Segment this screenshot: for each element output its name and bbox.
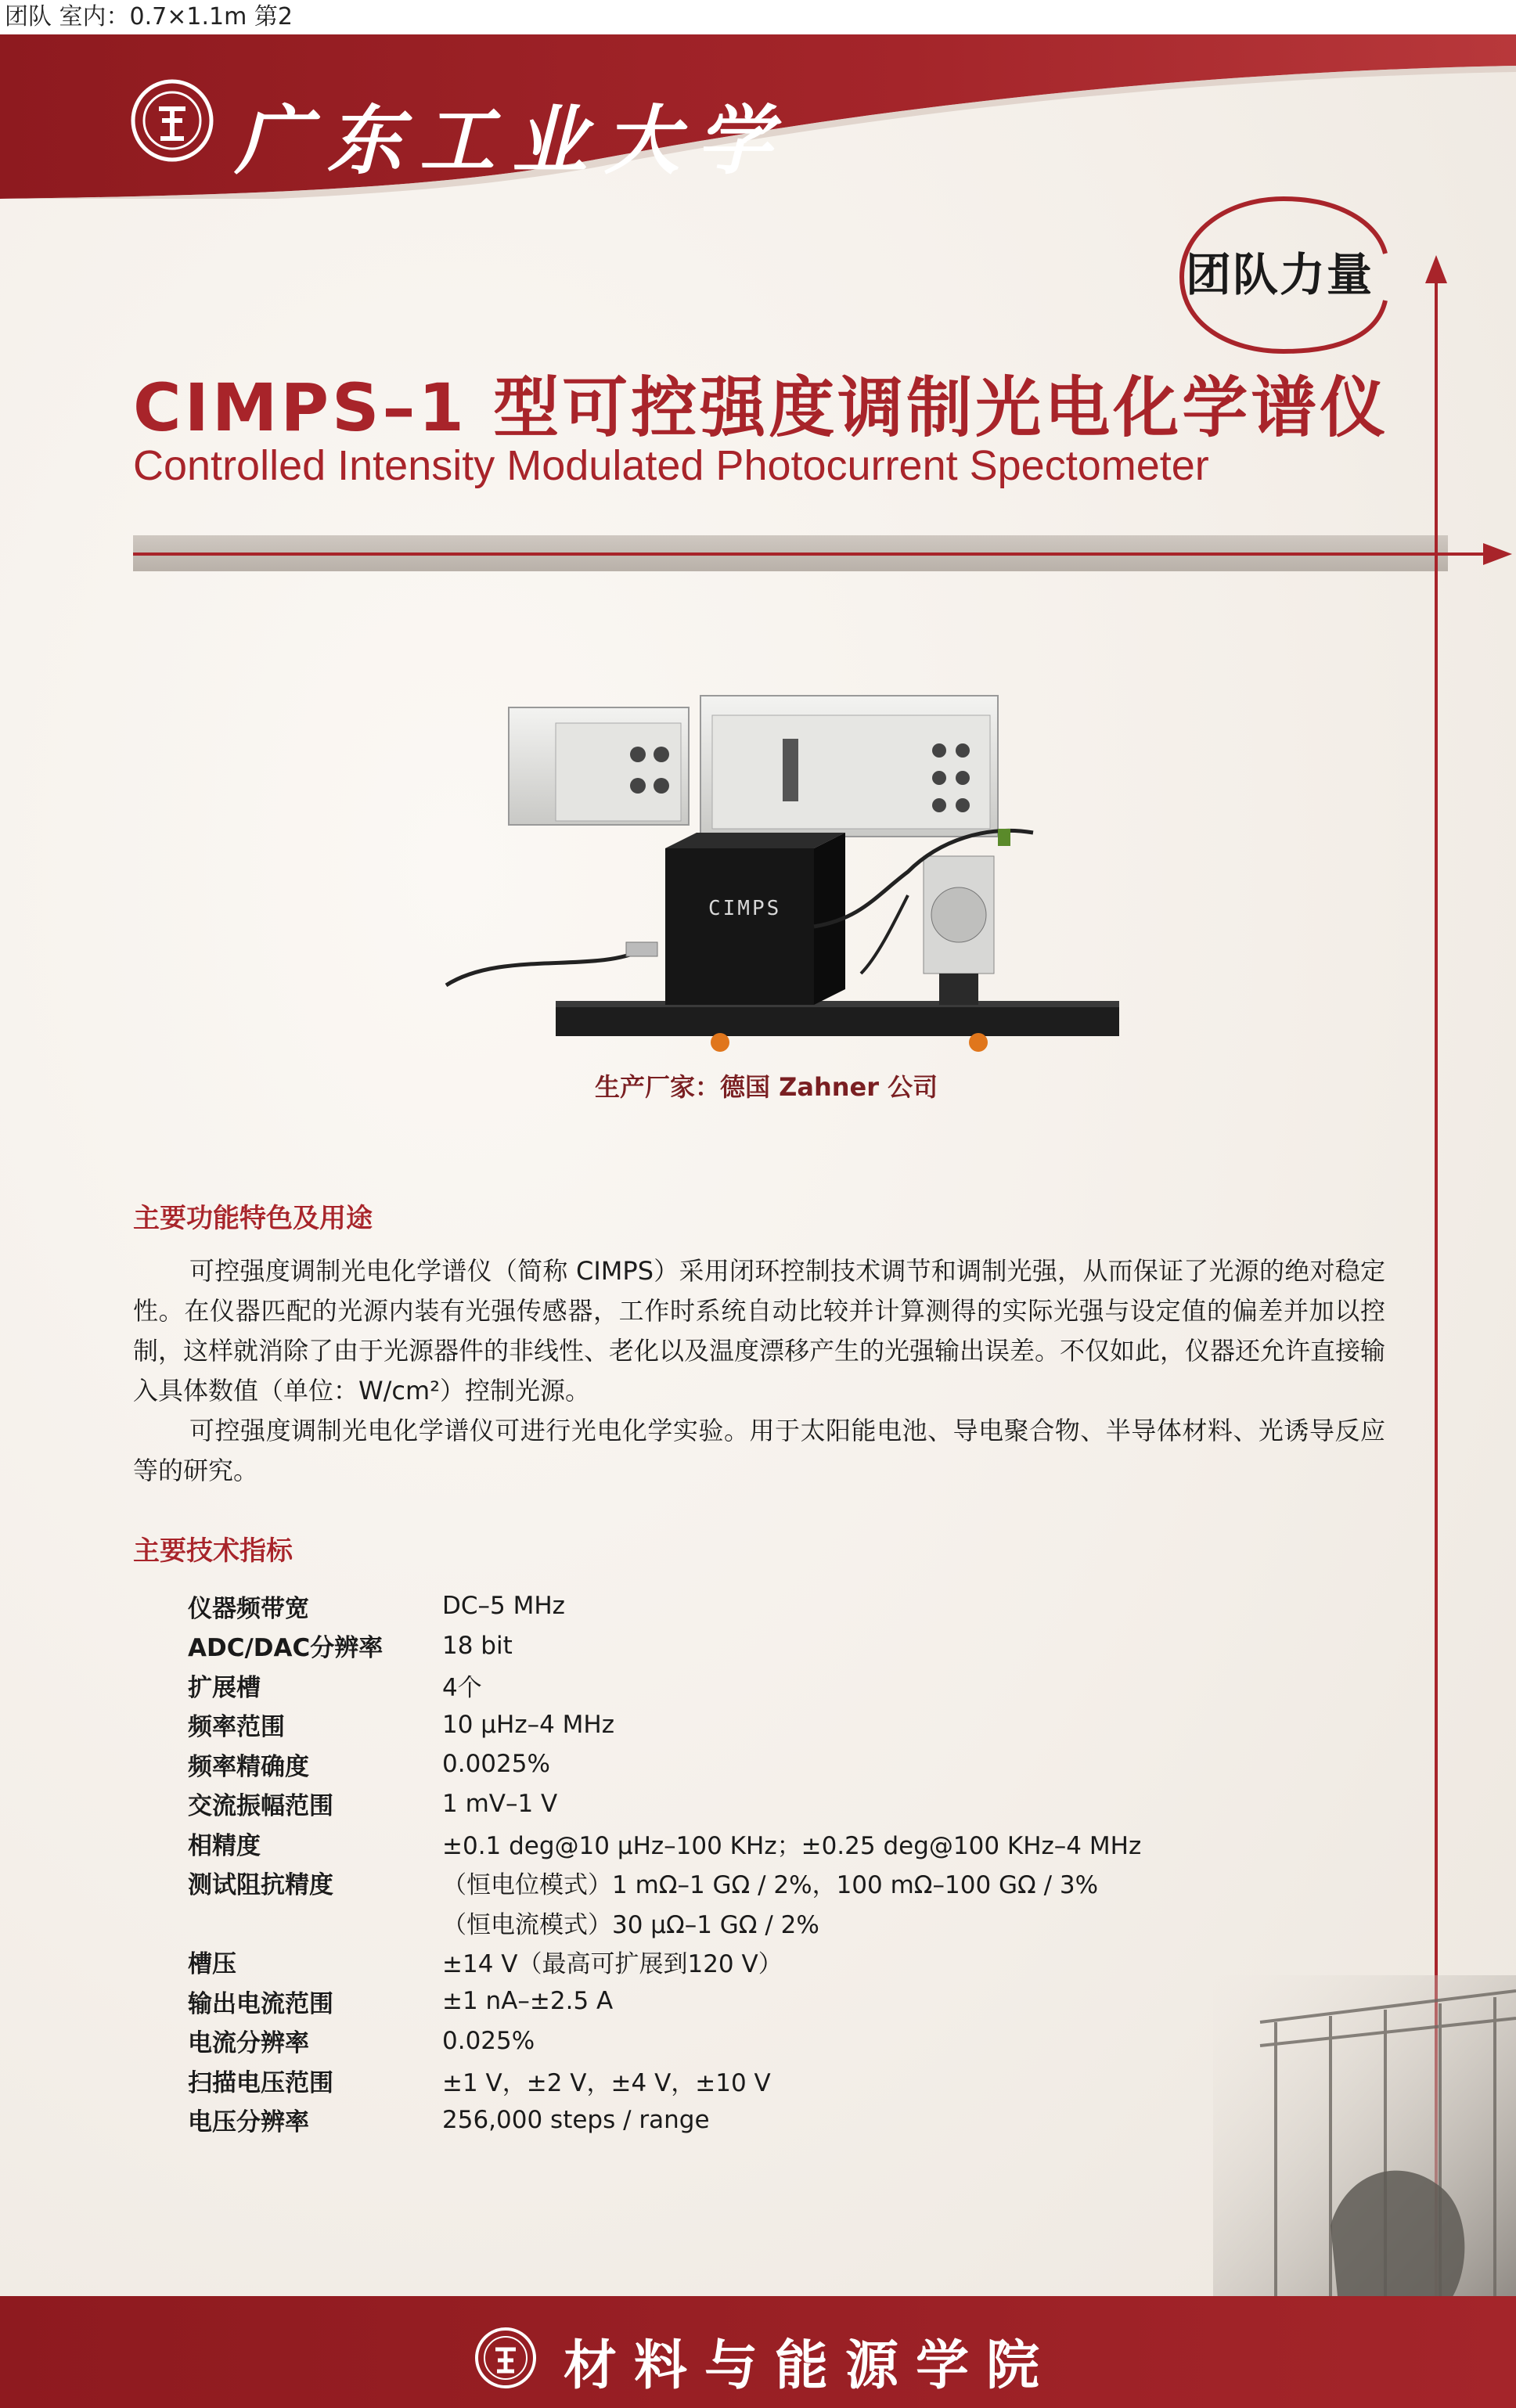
spec-row <box>188 1942 1284 1982</box>
spec-row <box>188 1665 1284 1705</box>
spec-label: 扫描电压范围 <box>188 2068 333 2097</box>
spec-row <box>188 2021 1284 2061</box>
spec-value: ±1 nA–±2.5 A <box>442 1987 614 2016</box>
spec-row <box>188 1823 1284 1863</box>
college-name: 材料与能源学院 <box>564 2334 1057 2397</box>
spec-label: 测试阻抗精度 <box>188 1871 333 1900</box>
college-logo <box>474 2326 538 2390</box>
team-badge-label: 团队力量 <box>1186 248 1374 301</box>
spec-row <box>188 1863 1284 1903</box>
spec-value: （恒电流模式）30 μΩ–1 GΩ / 2% <box>442 1910 819 1939</box>
specs-table <box>188 1586 1284 2140</box>
spec-row <box>188 1626 1284 1666</box>
spec-label: 频率精确度 <box>188 1752 309 1781</box>
university-logo <box>129 77 215 164</box>
spec-value: 10 μHz–4 MHz <box>442 1710 615 1739</box>
spec-label: ADC/DAC分辨率 <box>188 1634 384 1663</box>
spec-row <box>188 1744 1284 1784</box>
features-heading: 主要功能特色及用途 <box>133 1203 373 1234</box>
school-name: 广东工业大学 <box>235 96 789 185</box>
spec-row <box>188 1784 1284 1824</box>
spec-row <box>188 2100 1284 2140</box>
top-note-strip <box>0 0 1516 34</box>
spec-label: 输出电流范围 <box>188 1989 333 2018</box>
spec-value: DC–5 MHz <box>442 1592 565 1621</box>
spec-value: 0.0025% <box>442 1750 550 1779</box>
title-rule-bar <box>133 535 1448 571</box>
title-english: Controlled Intensity Modulated Photocurrent Spectometer <box>133 442 1209 489</box>
spec-label: 槽压 <box>188 1950 236 1979</box>
features-text <box>133 1251 1385 1491</box>
top-note: 团队 室内：0.7×1.1m 第2 <box>5 3 293 31</box>
spec-row <box>188 1586 1284 1626</box>
campus-building-image <box>1213 1975 1516 2304</box>
spec-value: ±0.1 deg@10 μHz–100 KHz；±0.25 deg@100 KHz–4 MHz <box>442 1831 1142 1860</box>
photo-caption: 生产厂家：德国 Zahner 公司 <box>595 1072 938 1102</box>
spec-value: 256,000 steps / range <box>442 2105 710 2134</box>
spec-value: 1 mV–1 V <box>442 1789 558 1818</box>
title-chinese: CIMPS–1 型可控强度调制光电化学谱仪 <box>133 369 1389 446</box>
spec-label: 频率范围 <box>188 1713 285 1742</box>
spec-row <box>188 2061 1284 2100</box>
spec-row <box>188 1981 1284 2021</box>
spec-label: 电流分辨率 <box>188 2029 309 2058</box>
spec-value: ±14 V（最高可扩展到120 V） <box>442 1950 783 1979</box>
spec-label: 电压分辨率 <box>188 2108 309 2137</box>
specs-heading: 主要技术指标 <box>133 1535 293 1567</box>
poster <box>0 34 1516 2408</box>
spec-label: 交流振幅范围 <box>188 1792 333 1821</box>
features-paragraph: 可控强度调制光电化学谱仪可进行光电化学实验。用于太阳能电池、导电聚合物、半导体材料、光诱导反应等的研究。 <box>133 1416 1385 1485</box>
spec-row <box>188 1902 1284 1942</box>
instrument-photo <box>438 692 1135 1067</box>
features-paragraph: 可控强度调制光电化学谱仪（简称 CIMPS）采用闭环控制技术调节和调制光强，从而保证了光源的绝对稳定性。在仪器匹配的光源内装有光强传感器，工作时系统自动比较并计算测得的实际光强与设定值的偏差并加以控制，这样就消除了由于光源器件的非线性、老化以及温度漂移产生的光强输出误差。不仅如此，仪器还允许直接输入具体数值（单位：W/cm²）控制光源。 <box>133 1256 1386 1406</box>
spec-label: 相精度 <box>188 1831 261 1860</box>
spec-value: 4个 <box>442 1673 482 1702</box>
device-label: CIMPS <box>708 897 782 920</box>
spec-label: 扩展槽 <box>188 1673 261 1702</box>
spec-value: 0.025% <box>442 2026 535 2055</box>
spec-value: 18 bit <box>442 1631 513 1660</box>
spec-value: ±1 V，±2 V，±4 V，±10 V <box>442 2068 771 2097</box>
spec-label: 仪器频带宽 <box>188 1594 309 1623</box>
spec-value: （恒电位模式）1 mΩ–1 GΩ / 2%，100 mΩ–100 GΩ / 3% <box>442 1871 1099 1900</box>
spec-row <box>188 1705 1284 1745</box>
